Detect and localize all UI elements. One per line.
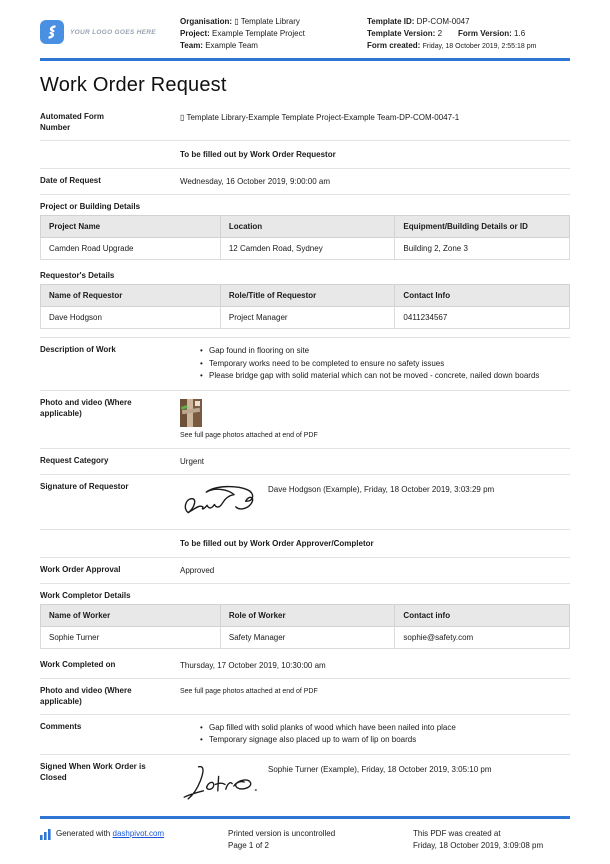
- col-worker-role: Role of Worker: [220, 604, 395, 626]
- team-label: Team:: [180, 41, 203, 50]
- page-title: Work Order Request: [40, 74, 227, 96]
- signature-of-requestor-label: Signature of Requestor: [40, 481, 129, 491]
- approver-banner-text: To be filled out by Work Order Approver/Completor: [180, 538, 374, 548]
- document-header: [40, 0, 570, 53]
- col-equipment-id: Equipment/Building Details or ID: [395, 216, 570, 238]
- work-completor-details-title: Work Completor Details: [40, 590, 131, 600]
- row-work-completed-on: [40, 653, 570, 679]
- header-org-block: [180, 16, 367, 52]
- dashpivot-link[interactable]: dashpivot.com: [112, 829, 165, 838]
- footer-print-block: [228, 828, 413, 852]
- cell-requestor-name: Dave Hodgson: [41, 307, 221, 329]
- row-automated-form-number: [40, 105, 570, 141]
- work-order-approval-value: Approved: [180, 565, 215, 575]
- table-header-row: [41, 285, 570, 307]
- work-completed-on-label: Work Completed on: [40, 659, 116, 669]
- organisation-value: ▯ Template Library: [234, 17, 300, 26]
- col-requestor-contact: Contact Info: [395, 285, 570, 307]
- description-of-work-label: Description of Work: [40, 345, 116, 354]
- form-version-value: 1.6: [514, 29, 526, 38]
- approver-section-banner: [40, 530, 570, 558]
- footer-generated-block: [40, 828, 228, 852]
- signed-when-closed-value: Sophie Turner (Example), Friday, 18 October 2019, 3:05:10 pm: [268, 764, 492, 774]
- generated-with-text: Generated with: [56, 829, 111, 838]
- col-worker-contact: Contact info: [395, 604, 570, 626]
- project-details-title: Project or Building Details: [40, 202, 141, 211]
- header-template-block: [367, 16, 570, 53]
- row-request-category: [40, 449, 570, 475]
- description-bullet: • Temporary works need to be completed to ensure no safety issues: [200, 358, 570, 370]
- requestor-banner-text: To be filled out by Work Order Requestor: [180, 150, 336, 159]
- col-project-name: Project Name: [41, 216, 221, 238]
- table-row: [41, 238, 570, 260]
- logo-block: [40, 16, 180, 44]
- form-version-label: Form Version:: [458, 29, 512, 38]
- cell-equipment-id: Building 2, Zone 3: [395, 238, 570, 260]
- date-of-request-label: Date of Request: [40, 176, 101, 185]
- row-photo-video-2: [40, 679, 570, 715]
- row-signature-of-requestor: [40, 475, 570, 530]
- row-work-order-approval: [40, 558, 570, 584]
- cell-location: 12 Camden Road, Sydney: [220, 238, 395, 260]
- comments-list: [180, 722, 570, 746]
- project-label: Project:: [180, 29, 210, 38]
- col-worker-name: Name of Worker: [41, 604, 221, 626]
- row-description-of-work: [40, 338, 570, 391]
- signature-of-requestor-value: Dave Hodgson (Example), Friday, 18 October 2019, 3:03:29 pm: [268, 484, 495, 494]
- description-bullet: • Gap found in flooring on site: [200, 345, 570, 357]
- organisation-label: Organisation:: [180, 17, 233, 26]
- template-version-label: Template Version:: [367, 29, 436, 38]
- form-created-label: Form created:: [367, 41, 421, 50]
- row-photo-video-1: [40, 391, 570, 449]
- cell-project-name: Camden Road Upgrade: [41, 238, 221, 260]
- template-id-label: Template ID:: [367, 17, 415, 26]
- cell-requestor-contact: 0411234567: [395, 307, 570, 329]
- requestor-details-table: [40, 284, 570, 329]
- cell-worker-name: Sophie Turner: [41, 626, 221, 648]
- row-comments: [40, 715, 570, 755]
- project-details-table: [40, 215, 570, 260]
- table-row: [41, 626, 570, 648]
- section-requestor-details: [40, 264, 570, 338]
- table-header-row: [41, 216, 570, 238]
- comment-bullet: • Temporary signage also placed up to warn of lip on boards: [200, 734, 570, 746]
- description-bullet: • Please bridge gap with solid material which can not be moved - concrete, nailed down boards: [200, 370, 570, 382]
- row-date-of-request: [40, 169, 570, 195]
- pdf-created-value: Friday, 18 October 2019, 3:09:08 pm: [413, 841, 544, 850]
- printed-version-text: Printed version is uncontrolled: [228, 829, 336, 838]
- requestor-details-title: Requestor's Details: [40, 271, 115, 280]
- footer-created-block: [413, 828, 570, 852]
- col-location: Location: [220, 216, 395, 238]
- page-number-text: Page 1 of 2: [228, 841, 269, 850]
- date-of-request-value: Wednesday, 16 October 2019, 9:00:00 am: [180, 177, 331, 186]
- comment-bullet: • Gap filled with solid planks of wood which have been nailed into place: [200, 722, 570, 734]
- signature-closed-image: [180, 762, 262, 802]
- signed-when-closed-label: Signed When Work Order is Closed: [40, 761, 146, 782]
- requestor-section-banner: [40, 141, 570, 169]
- project-value: Example Template Project: [212, 29, 305, 38]
- row-signed-when-closed: [40, 755, 570, 809]
- signature-requestor-image: [180, 482, 262, 522]
- company-logo-icon: [40, 20, 64, 44]
- section-project-details: [40, 195, 570, 264]
- cell-requestor-role: Project Manager: [220, 307, 395, 329]
- col-requestor-role: Role/Title of Requestor: [220, 285, 395, 307]
- work-completed-on-value: Thursday, 17 October 2019, 10:30:00 am: [180, 660, 326, 670]
- comments-label: Comments: [40, 721, 82, 731]
- work-completor-table: [40, 604, 570, 649]
- col-requestor-name: Name of Requestor: [41, 285, 221, 307]
- automated-form-number-value: ▯ Template Library-Example Template Project-Example Team-DP-COM-0047-1: [180, 113, 460, 122]
- document-footer: [40, 816, 570, 852]
- section-work-completor-details: [40, 584, 570, 653]
- pdf-created-label: This PDF was created at: [413, 829, 501, 838]
- header-divider-rule: [40, 58, 570, 61]
- photo-video-1-label: Photo and video (Where applicable): [40, 397, 132, 418]
- form-created-value: Friday, 18 October 2019, 2:55:18 pm: [422, 43, 537, 50]
- template-version-value: 2: [437, 29, 443, 38]
- cell-worker-contact: sophie@safety.com: [395, 626, 570, 648]
- request-category-label: Request Category: [40, 455, 109, 465]
- photo-video-1-caption: See full page photos attached at end of PDF: [180, 431, 318, 439]
- description-of-work-list: [180, 345, 570, 382]
- photo-video-2-label: Photo and video (Where applicable): [40, 685, 132, 706]
- cell-worker-role: Safety Manager: [220, 626, 395, 648]
- photo-video-2-caption: See full page photos attached at end of PDF: [180, 687, 318, 695]
- automated-form-number-label: Automated Form Number: [40, 112, 104, 132]
- logo-placeholder-text: YOUR LOGO GOES HERE: [70, 28, 156, 36]
- photo-thumbnail[interactable]: [180, 399, 202, 427]
- table-header-row: [41, 604, 570, 626]
- team-value: Example Team: [205, 41, 258, 50]
- template-id-value: DP-COM-0047: [416, 17, 470, 26]
- work-order-approval-label: Work Order Approval: [40, 564, 121, 574]
- table-row: [41, 307, 570, 329]
- bar-chart-icon: [40, 829, 52, 840]
- request-category-value: Urgent: [180, 456, 205, 466]
